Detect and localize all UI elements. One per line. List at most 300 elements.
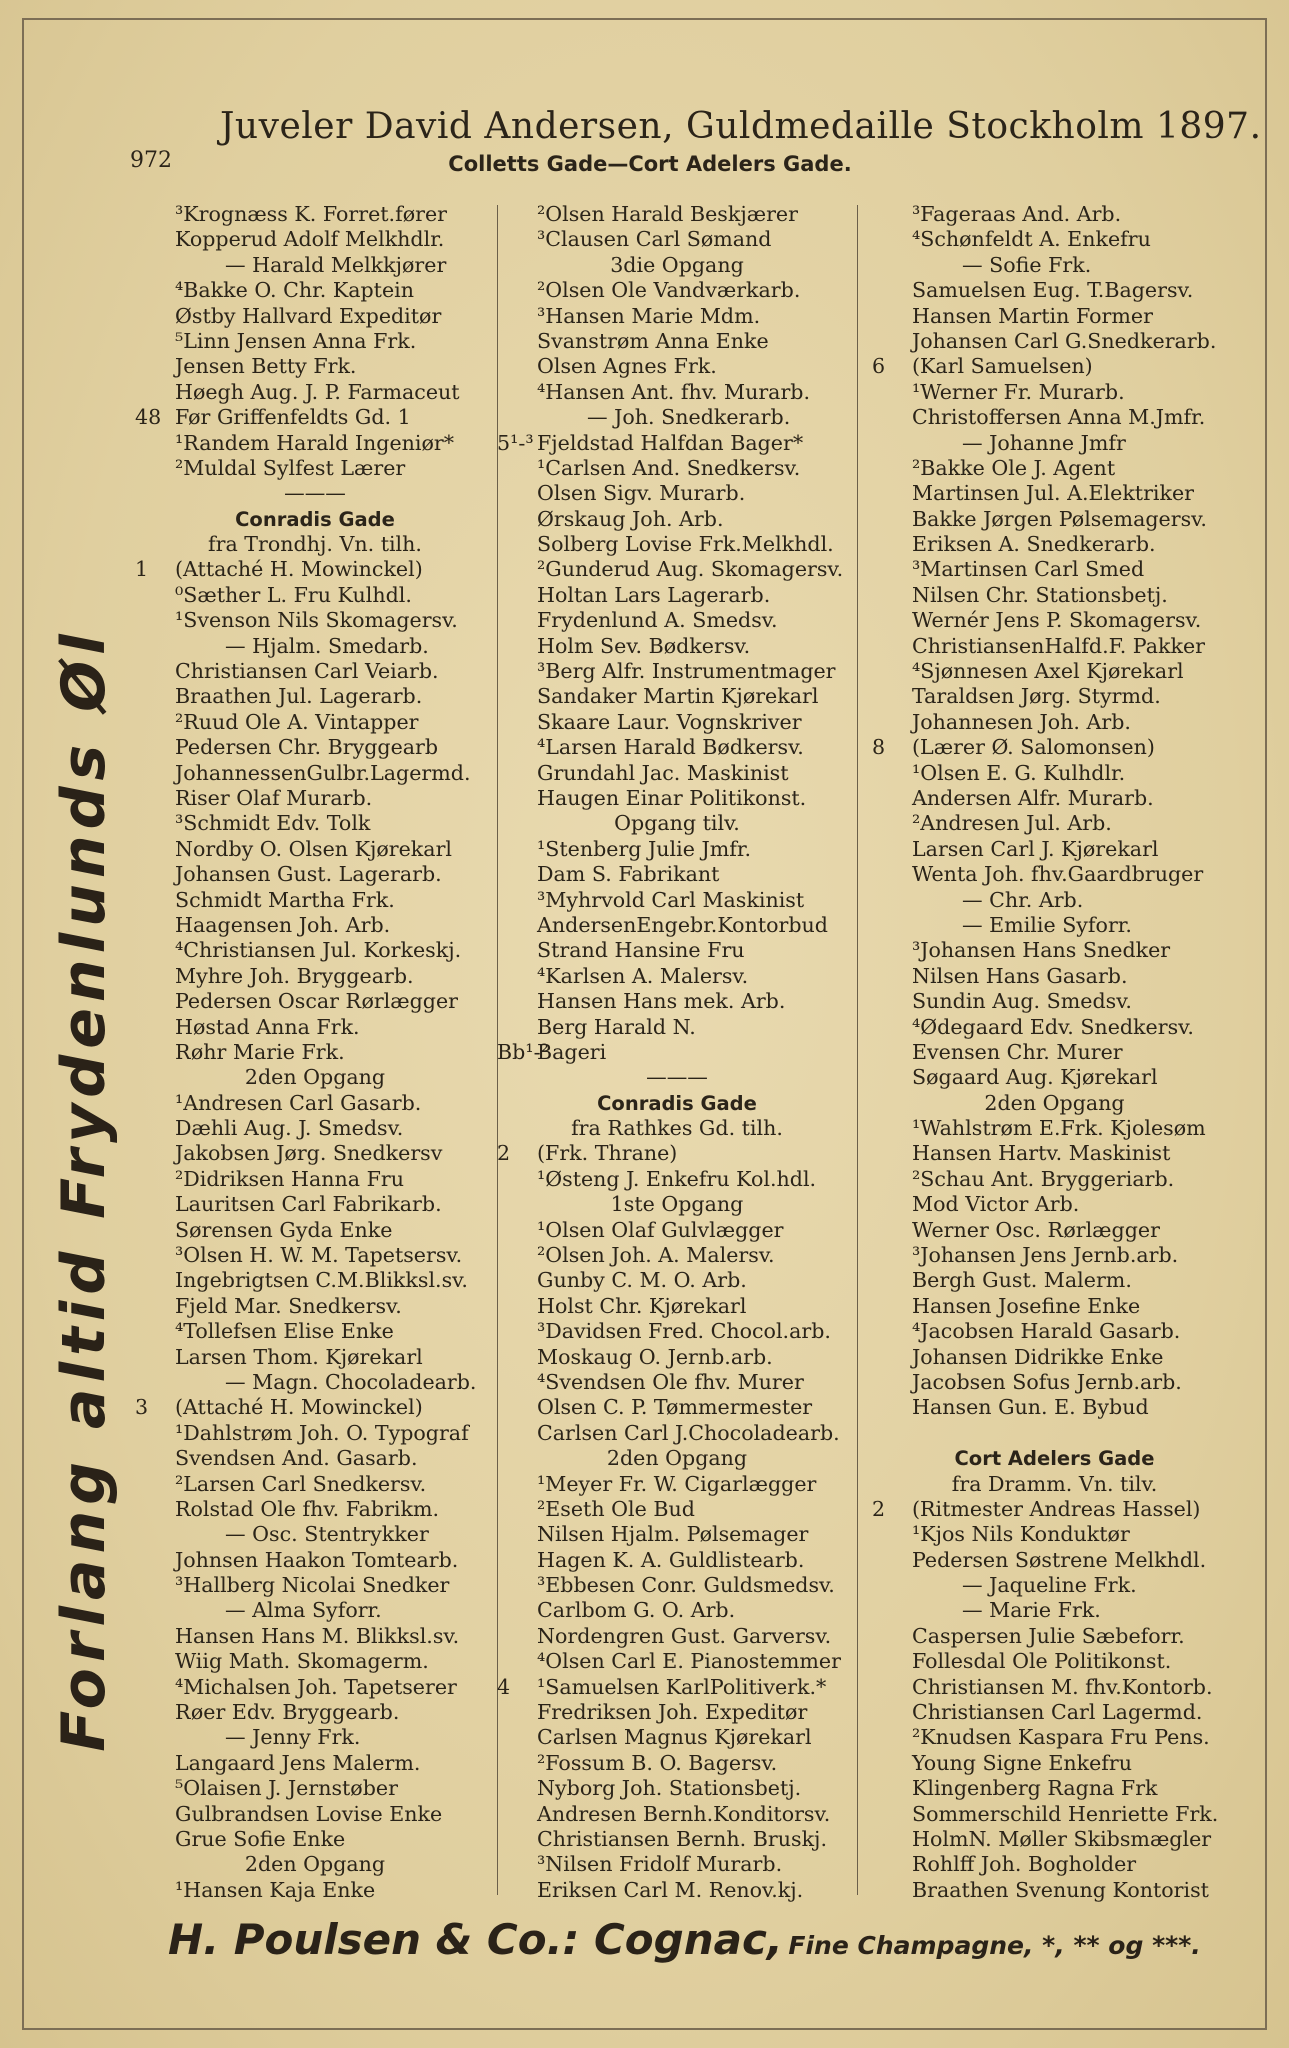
directory-line: [135, 710, 495, 735]
resident-entry: Høstad Anna Frk.: [175, 1014, 360, 1039]
directory-line: [497, 1243, 857, 1268]
resident-entry: Wiig Math. Skomagerm.: [175, 1649, 429, 1674]
resident-entry: Bakke Jørgen Pølsemagersv.: [912, 506, 1207, 531]
resident-entry: Johnsen Haakon Tomtearb.: [175, 1547, 459, 1572]
section-label: 1ste Opgang: [610, 1192, 744, 1217]
column-divider-2: [857, 205, 858, 1895]
resident-entry: ³Schmidt Edv. Tolk: [175, 811, 371, 836]
resident-entry: Johannesen Joh. Arb.: [912, 709, 1131, 734]
directory-line: [872, 1015, 1237, 1040]
directory-line: [135, 1065, 495, 1090]
directory-line: [135, 1345, 495, 1370]
house-number: 2: [872, 1496, 886, 1521]
section-label: 2den Opgang: [244, 1065, 386, 1090]
resident-entry: Fredriksen Joh. Expeditør: [537, 1700, 808, 1725]
directory-line: [497, 253, 857, 278]
directory-line: [135, 1268, 495, 1293]
directory-line: [872, 1065, 1237, 1090]
section-label: fra Trondhj. Vn. tilh.: [208, 532, 422, 557]
resident-entry: ²Fossum B. O. Bagersv.: [537, 1750, 778, 1775]
directory-line: [497, 862, 857, 887]
resident-entry: Johansen Carl G.Snedkerarb.: [912, 328, 1217, 353]
resident-entry: ¹Randem Harald Ingeniør*: [175, 430, 455, 455]
directory-line: [497, 1370, 857, 1395]
directory-line: [135, 1852, 495, 1877]
directory-line: [497, 1167, 857, 1192]
directory-line: [497, 1776, 857, 1801]
resident-entry: (Lærer Ø. Salomonsen): [912, 735, 1155, 760]
resident-entry: Braathen Svenung Kontorist: [912, 1877, 1209, 1902]
directory-line: [872, 405, 1237, 430]
directory-line: [135, 938, 495, 963]
directory-line: [497, 1598, 857, 1623]
directory-line: [872, 1345, 1237, 1370]
directory-line: [872, 1370, 1237, 1395]
resident-entry: Carlbom G. O. Arb.: [537, 1598, 736, 1623]
directory-line: [135, 1751, 495, 1776]
resident-subentry: — Harald Melkkjører: [225, 252, 447, 277]
directory-line: [497, 659, 857, 684]
resident-entry: Røer Edv. Bryggearb.: [175, 1700, 400, 1725]
directory-line: [497, 964, 857, 989]
directory-line: [497, 532, 857, 557]
directory-line: [872, 735, 1237, 760]
directory-line: [497, 1827, 857, 1852]
section-label: 3die Opgang: [610, 252, 744, 277]
directory-line: [872, 786, 1237, 811]
footer-advert-rest: Fine Champagne, *, ** og ***.: [788, 1931, 1201, 1960]
resident-entry: ²Andresen Jul. Arb.: [912, 811, 1112, 836]
resident-entry: Hansen Hans mek. Arb.: [537, 989, 786, 1014]
directory-line: [872, 278, 1237, 303]
directory-line: [872, 1522, 1237, 1547]
resident-entry: Svendsen And. Gasarb.: [175, 1446, 418, 1471]
resident-subentry: — Johanne Jmfr: [962, 430, 1126, 455]
resident-entry: Dam S. Fabrikant: [537, 862, 720, 887]
resident-entry: ³Krognæss K. Forret.fører: [175, 202, 448, 226]
resident-entry: Ingebrigtsen C.M.Blikksl.sv.: [175, 1268, 468, 1293]
resident-entry: Skaare Laur. Vognskriver: [537, 709, 802, 734]
directory-line: [135, 1624, 495, 1649]
directory-line: [497, 1065, 857, 1090]
directory-line: [872, 964, 1237, 989]
house-number: 2: [497, 1141, 511, 1166]
directory-line: [872, 659, 1237, 684]
side-advert-text: Forlang altid Frydenlunds Øl: [49, 628, 119, 1752]
directory-line: [135, 1472, 495, 1497]
directory-line: [497, 1218, 857, 1243]
resident-entry: ³Berg Alfr. Instrumentmager: [537, 659, 836, 684]
directory-line: [135, 1446, 495, 1471]
resident-entry: ¹Olsen Olaf Gulvlægger: [537, 1217, 784, 1242]
directory-line: [872, 557, 1237, 582]
directory-line: [872, 913, 1237, 938]
directory-line: [135, 1015, 495, 1040]
directory-line: [497, 634, 857, 659]
resident-entry: ¹Samuelsen KarlPolitiverk.*: [537, 1674, 827, 1699]
directory-line: [872, 1294, 1237, 1319]
resident-entry: Rolstad Ole fhv. Fabrikm.: [175, 1496, 440, 1521]
directory-line: [872, 1472, 1237, 1497]
directory-line: [135, 989, 495, 1014]
resident-entry: HolmN. Møller Skibsmægler: [912, 1827, 1212, 1851]
directory-line: [497, 684, 857, 709]
resident-entry: ³Olsen H. W. M. Tapetsersv.: [175, 1243, 463, 1268]
directory-line: [497, 354, 857, 379]
directory-line: [872, 253, 1237, 278]
directory-line: [135, 1649, 495, 1674]
directory-line: [497, 1091, 857, 1116]
directory-line: [872, 329, 1237, 354]
resident-entry: ⁴Hansen Ant. fhv. Murarb.: [537, 379, 811, 404]
resident-entry: ⁵Olaisen J. Jernstøber: [175, 1776, 398, 1801]
section-label: Opgang tilv.: [614, 811, 740, 836]
resident-subentry: — Marie Frk.: [962, 1598, 1101, 1623]
resident-entry: Schmidt Martha Frk.: [175, 887, 395, 912]
resident-entry: ¹Svenson Nils Skomagersv.: [175, 608, 458, 633]
resident-entry: ³Nilsen Fridolf Murarb.: [537, 1852, 783, 1877]
directory-line: [497, 1421, 857, 1446]
directory-line: [135, 1040, 495, 1065]
directory-line: [135, 964, 495, 989]
directory-line: [497, 431, 857, 456]
directory-line: [872, 304, 1237, 329]
resident-entry: Gulbrandsen Lovise Enke: [175, 1801, 443, 1826]
resident-entry: Lauritsen Carl Fabrikarb.: [175, 1192, 442, 1217]
resident-entry: Hansen Hartv. Maskinist: [912, 1141, 1171, 1166]
resident-entry: (Frk. Thrane): [537, 1141, 678, 1166]
resident-entry: Larsen Thom. Kjørekarl: [175, 1344, 423, 1369]
resident-entry: Andersen Alfr. Murarb.: [912, 785, 1154, 810]
header-advert-title: Juveler David Andersen, Guldmedaille Stockholm 1897.: [220, 106, 1262, 147]
directory-line: [497, 1675, 857, 1700]
directory-line: [872, 1598, 1237, 1623]
directory-line: [135, 304, 495, 329]
directory-line: [135, 202, 495, 227]
resident-entry: Dæhli Aug. J. Smedsv.: [175, 1116, 404, 1141]
directory-line: [872, 1573, 1237, 1598]
directory-line: [135, 557, 495, 582]
resident-entry: ³Johansen Jens Jernb.arb.: [912, 1243, 1179, 1268]
resident-subentry: — Sofie Frk.: [962, 252, 1092, 277]
directory-line: [135, 1548, 495, 1573]
resident-entry: ⁴Svendsen Ole fhv. Murer: [537, 1369, 804, 1394]
footer-advert: [168, 1915, 1238, 1964]
directory-line: [135, 1675, 495, 1700]
directory-line: [872, 811, 1237, 836]
resident-entry: ³Davidsen Fred. Chocol.arb.: [537, 1319, 831, 1344]
resident-entry: ³Martinsen Carl Smed: [912, 557, 1145, 582]
directory-line: [135, 659, 495, 684]
directory-line: [135, 329, 495, 354]
resident-entry: ¹Meyer Fr. W. Cigarlægger: [537, 1471, 817, 1496]
resident-entry: Mod Victor Arb.: [912, 1192, 1080, 1217]
resident-entry: ³Myhrvold Carl Maskinist: [537, 887, 805, 912]
resident-entry: ²Knudsen Kaspara Fru Pens.: [912, 1725, 1210, 1750]
directory-line: [497, 608, 857, 633]
directory-line: [872, 1751, 1237, 1776]
resident-entry: ¹Østeng J. Enkefru Kol.hdl.: [537, 1166, 817, 1191]
directory-line: [135, 354, 495, 379]
resident-entry: Høegh Aug. J. P. Farmaceut: [175, 379, 460, 404]
directory-line: [497, 202, 857, 227]
resident-entry: Hansen Martin Former: [912, 303, 1153, 328]
resident-entry: JohannessenGulbr.Lagermd.: [175, 760, 471, 785]
directory-line: [872, 1243, 1237, 1268]
directory-line: [135, 634, 495, 659]
resident-entry: Wernér Jens P. Skomagersv.: [912, 608, 1202, 633]
resident-entry: ⁴Schønfeldt A. Enkefru: [912, 227, 1151, 252]
directory-line: [497, 1268, 857, 1293]
house-number: 8: [872, 735, 886, 760]
resident-entry: ¹Dahlstrøm Joh. O. Typograf: [175, 1420, 469, 1445]
resident-entry: ⁵Linn Jensen Anna Frk.: [175, 328, 417, 353]
directory-line: [872, 583, 1237, 608]
resident-entry: ³Fageraas And. Arb.: [912, 202, 1122, 226]
resident-entry: Fjeldstad Halfdan Bager*: [537, 430, 804, 455]
resident-entry: ¹Andresen Carl Gasarb.: [175, 1090, 422, 1115]
section-label: ———: [284, 481, 346, 506]
directory-line: [135, 1878, 495, 1903]
resident-entry: ⁴Bakke O. Chr. Kaptein: [175, 278, 414, 303]
resident-entry: ³Clausen Carl Sømand: [537, 227, 772, 252]
directory-line: [872, 1446, 1237, 1471]
directory-line: [497, 1345, 857, 1370]
directory-line: [135, 1725, 495, 1750]
resident-entry: ⁴Sjønnesen Axel Kjørekarl: [912, 659, 1184, 684]
resident-entry: Caspersen Julie Sæbeforr.: [912, 1623, 1185, 1648]
resident-subentry: — Jaqueline Frk.: [962, 1573, 1137, 1598]
resident-entry: Holst Chr. Kjørekarl: [537, 1293, 747, 1318]
resident-entry: Hansen Hans M. Blikksl.sv.: [175, 1623, 460, 1648]
resident-entry: Hagen K. A. Guldlistearb.: [537, 1547, 805, 1572]
resident-subentry: — Joh. Snedkerarb.: [587, 405, 791, 430]
directory-line: [872, 1802, 1237, 1827]
directory-column-2: [497, 202, 857, 1903]
resident-entry: Johansen Didrikke Enke: [912, 1344, 1164, 1369]
resident-entry: Frydenlund A. Smedsv.: [537, 608, 778, 633]
directory-line: [497, 1294, 857, 1319]
resident-entry: Hansen Josefine Enke: [912, 1293, 1141, 1318]
resident-entry: Sandaker Martin Kjørekarl: [537, 684, 819, 709]
resident-entry: Taraldsen Jørg. Styrmd.: [912, 684, 1161, 709]
resident-entry: Kopperud Adolf Melkhdlr.: [175, 227, 445, 252]
house-number: Bb¹-²: [497, 1039, 549, 1064]
street-heading: Conradis Gade: [235, 507, 395, 531]
resident-entry: Christoffersen Anna M.Jmfr.: [912, 405, 1206, 430]
directory-line: [872, 634, 1237, 659]
directory-line: [872, 710, 1237, 735]
resident-entry: Jensen Betty Frk.: [175, 354, 357, 379]
directory-line: [872, 1141, 1237, 1166]
directory-line: [135, 1497, 495, 1522]
directory-line: [872, 1421, 1237, 1446]
directory-line: [135, 253, 495, 278]
directory-line: [135, 532, 495, 557]
resident-subentry: — Chr. Arb.: [962, 887, 1084, 912]
resident-entry: ChristiansenHalfd.F. Pakker: [912, 633, 1205, 658]
directory-line: [497, 989, 857, 1014]
resident-entry: Nilsen Hjalm. Pølsemager: [537, 1522, 809, 1547]
house-number: 6: [872, 354, 886, 379]
resident-entry: Wenta Joh. fhv.Gaardbruger: [912, 862, 1204, 887]
directory-line: [497, 1649, 857, 1674]
resident-entry: Haagensen Joh. Arb.: [175, 912, 391, 937]
resident-entry: ¹Carlsen And. Snedkersv.: [537, 455, 801, 480]
resident-entry: Holtan Lars Lagerarb.: [537, 582, 771, 607]
directory-line: [872, 1827, 1237, 1852]
directory-line: [872, 532, 1237, 557]
resident-entry: Haugen Einar Politikonst.: [537, 785, 807, 810]
directory-line: [135, 481, 495, 506]
resident-entry: Johansen Gust. Lagerarb.: [175, 862, 442, 887]
resident-entry: ⁴Jacobsen Harald Gasarb.: [912, 1319, 1181, 1344]
footer-advert-brand: H. Poulsen & Co.: Cognac,: [168, 1915, 783, 1964]
directory-line: [872, 1624, 1237, 1649]
street-heading: Cort Adelers Gade: [954, 1447, 1155, 1471]
directory-line: [497, 1015, 857, 1040]
resident-entry: ¹Olsen E. G. Kulhdlr.: [912, 760, 1126, 785]
directory-line: [872, 862, 1237, 887]
resident-entry: Grue Sofie Enke: [175, 1827, 346, 1851]
directory-line: [135, 1116, 495, 1141]
resident-subentry: — Magn. Chocoladearb.: [225, 1369, 477, 1394]
resident-entry: (Karl Samuelsen): [912, 354, 1093, 379]
directory-line: [135, 837, 495, 862]
resident-entry: ³Johansen Hans Snedker: [912, 938, 1171, 963]
directory-line: [872, 837, 1237, 862]
directory-line: [872, 989, 1237, 1014]
directory-line: [497, 1192, 857, 1217]
directory-line: [497, 278, 857, 303]
directory-line: [135, 1598, 495, 1623]
resident-entry: ¹Hansen Kaja Enke: [175, 1877, 376, 1902]
directory-line: [497, 913, 857, 938]
directory-line: [497, 938, 857, 963]
street-heading: Conradis Gade: [597, 1091, 757, 1115]
directory-line: [497, 557, 857, 582]
resident-entry: ²Muldal Sylfest Lærer: [175, 455, 406, 480]
resident-entry: Klingenberg Ragna Frk: [912, 1776, 1158, 1801]
directory-line: [872, 1268, 1237, 1293]
resident-entry: ³Hallberg Nicolai Snedker: [175, 1573, 450, 1598]
resident-entry: Martinsen Jul. A.Elektriker: [912, 481, 1195, 506]
directory-line: [872, 1725, 1237, 1750]
resident-entry: Carlsen Carl J.Chocoladearb.: [537, 1420, 840, 1445]
directory-line: [497, 481, 857, 506]
resident-entry: ¹Wahlstrøm E.Frk. Kjolesøm: [912, 1116, 1206, 1141]
resident-subentry: — Hjalm. Smedarb.: [225, 633, 429, 658]
directory-line: [872, 354, 1237, 379]
resident-entry: Christiansen M. fhv.Kontorb.: [912, 1674, 1213, 1699]
resident-entry: Før Griffenfeldts Gd. 1: [175, 405, 411, 430]
resident-entry: Strand Hansine Fru: [537, 938, 745, 963]
resident-entry: ¹Kjos Nils Konduktør: [912, 1522, 1130, 1547]
resident-entry: Nilsen Hans Gasarb.: [912, 963, 1128, 988]
resident-entry: Langaard Jens Malerm.: [175, 1750, 421, 1775]
directory-line: [872, 1497, 1237, 1522]
directory-line: [135, 786, 495, 811]
directory-line: [872, 1878, 1237, 1903]
resident-entry: ⁴Michalsen Joh. Tapetserer: [175, 1674, 457, 1699]
resident-subentry: — Osc. Stentrykker: [225, 1522, 429, 1547]
resident-entry: Jacobsen Sofus Jernb.arb.: [912, 1369, 1182, 1394]
directory-line: [497, 1040, 857, 1065]
directory-line: [135, 1573, 495, 1598]
directory-line: [135, 1776, 495, 1801]
directory-line: [135, 227, 495, 252]
resident-entry: Bageri: [537, 1039, 607, 1064]
resident-entry: ²Ruud Ole A. Vintapper: [175, 709, 419, 734]
directory-line: [872, 1116, 1237, 1141]
resident-entry: Carlsen Magnus Kjørekarl: [537, 1725, 812, 1750]
directory-line: [135, 583, 495, 608]
directory-line: [872, 1040, 1237, 1065]
resident-entry: ²Olsen Harald Beskjærer: [537, 202, 798, 226]
resident-entry: Sommerschild Henriette Frk.: [912, 1801, 1219, 1826]
directory-line: [497, 888, 857, 913]
directory-line: [872, 1852, 1237, 1877]
resident-entry: Hansen Gun. E. Bybud: [912, 1395, 1149, 1420]
directory-line: [497, 1497, 857, 1522]
directory-line: [872, 1395, 1237, 1420]
resident-entry: Christiansen Bernh. Bruskj.: [537, 1827, 827, 1851]
directory-line: [135, 507, 495, 532]
house-number: 3: [135, 1395, 149, 1420]
resident-entry: Nilsen Chr. Stationsbetj.: [912, 582, 1168, 607]
directory-line: [497, 710, 857, 735]
resident-entry: Jakobsen Jørg. Snedkersv: [175, 1141, 443, 1166]
resident-entry: Pedersen Oscar Rørlægger: [175, 989, 459, 1014]
directory-line: [135, 431, 495, 456]
resident-entry: Fjeld Mar. Snedkersv.: [175, 1293, 402, 1318]
resident-entry: Gunby C. M. O. Arb.: [537, 1268, 747, 1293]
resident-entry: Evensen Chr. Murer: [912, 1039, 1123, 1064]
directory-line: [872, 227, 1237, 252]
resident-entry: Bergh Gust. Malerm.: [912, 1268, 1132, 1293]
resident-entry: Pedersen Chr. Bryggearb: [175, 735, 439, 760]
resident-entry: (Attaché H. Mowinckel): [175, 557, 423, 582]
resident-subentry: — Emilie Syforr.: [962, 912, 1132, 937]
directory-line: [872, 456, 1237, 481]
resident-entry: Moskaug O. Jernb.arb.: [537, 1344, 773, 1369]
resident-entry: Riser Olaf Murarb.: [175, 785, 373, 810]
directory-line: [497, 1446, 857, 1471]
directory-column-3: [872, 202, 1237, 1903]
resident-entry: ²Schau Ant. Bryggeriarb.: [912, 1166, 1175, 1191]
resident-entry: Nyborg Joh. Stationsbetj.: [537, 1776, 802, 1801]
resident-entry: ¹Werner Fr. Murarb.: [912, 379, 1125, 404]
resident-entry: Olsen C. P. Tømmermester: [537, 1395, 813, 1420]
directory-line: [135, 1370, 495, 1395]
resident-entry: Ørskaug Joh. Arb.: [537, 506, 724, 531]
directory-line: [497, 1472, 857, 1497]
resident-entry: ⁰Sæther L. Fru Kulhdl.: [175, 582, 412, 607]
directory-line: [872, 1167, 1237, 1192]
resident-entry: Sørensen Gyda Enke: [175, 1217, 393, 1242]
resident-entry: ²Olsen Ole Vandværkarb.: [537, 278, 801, 303]
directory-line: [135, 1827, 495, 1852]
directory-line: [497, 456, 857, 481]
section-label: 2den Opgang: [244, 1852, 386, 1877]
resident-entry: ¹Stenberg Julie Jmfr.: [537, 836, 751, 861]
directory-line: [872, 481, 1237, 506]
directory-line: [135, 1218, 495, 1243]
directory-line: [872, 202, 1237, 227]
directory-line: [872, 1218, 1237, 1243]
resident-entry: Eriksen A. Snedkerarb.: [912, 532, 1156, 557]
directory-line: [497, 735, 857, 760]
